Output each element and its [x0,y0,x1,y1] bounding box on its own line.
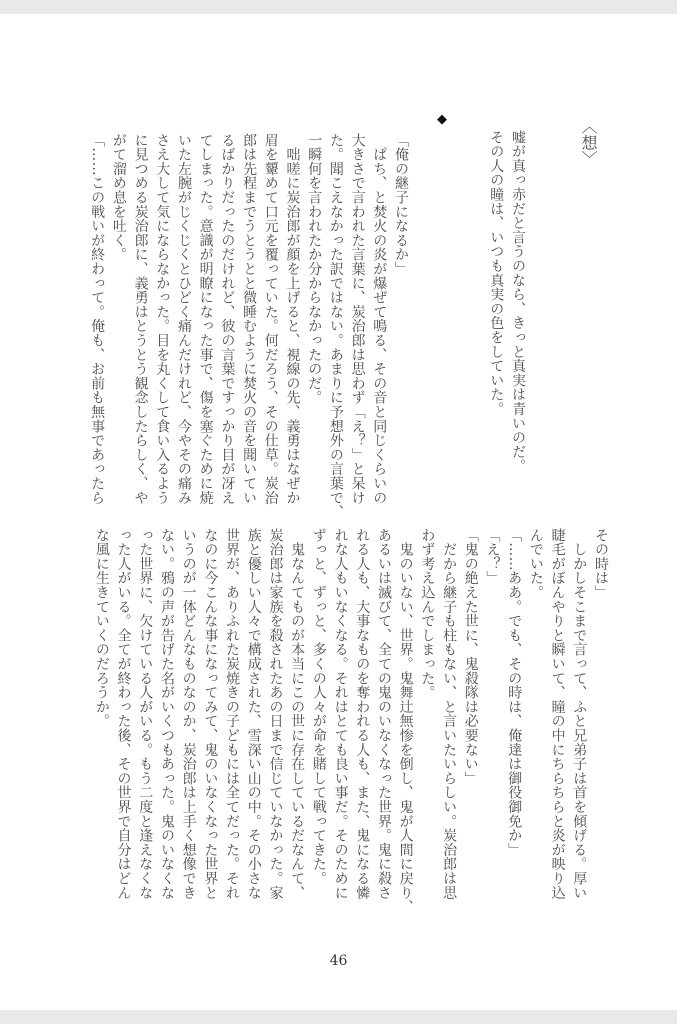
text-line: あるいは滅びて、全ての鬼のいなくなった世界。鬼に殺さ [375,528,392,900]
text-line: な風に生きていくのだろうか。 [93,528,110,729]
bottom-bar [0,1010,677,1024]
text-line: 大きさで言われた言葉に、炭治郎は思わず「え？」と呆け [349,133,366,505]
text-line: 「鬼の絶えた世に、鬼殺隊は必要ない」 [462,528,479,786]
text-line: ない。鴉の声が告げた名がいくつもあった。鬼のいなくな [158,528,175,900]
text-line: 世界が、ありふれた炭焼きの子どもには全てだった。それ [224,528,241,900]
text-line: に見つめる炭治郎に、義勇はとうとう観念したらしく、や [132,133,149,505]
text-line: 鬼なんてものが本当にこの世に存在しているだなんて、 [289,528,306,900]
body-text-top [85,133,411,520]
text-line: がて溜め息を吐く。 [110,133,127,262]
top-bar [0,0,677,14]
text-line: 炭治郎は家族を殺されたあの日まで信じていなかった。家 [267,528,284,900]
text-line: さえ大して気にならなかった。目を丸くして食い入るよう [154,133,171,505]
text-line: しかしそこまで言って、ふと兄弟子は首を傾げる。厚い [571,528,588,900]
text-line: ぱち、と焚火の炎が爆ぜて鳴る、その音と同じくらいの [371,133,388,505]
text-line: るばかりだったのだけれど、彼の言葉ですっかり目が冴え [219,133,236,505]
section-mark-icon: ◆ [437,112,447,127]
chapter-heading: 〈想〉 [579,118,598,167]
text-line: 眉を顰めて口元を覆っていた。何だろう、その仕草。炭治 [262,133,279,505]
text-line: れな人もいなくなる。それはとても良い事だ。そのために [332,528,349,900]
text-line: その時は」 [593,528,609,600]
text-line: てしまった。意識が明瞭になった事で、傷を塞ぐために焼 [197,133,214,505]
text-line: なのに今こんな事になってみて、鬼のいなくなった世界と [202,528,219,900]
text-line: ずっと、ずっと、多くの人々が命を賭して戦ってきた。 [310,528,327,886]
text-line: いた左腕がじくじくとひどく痛んだけれど、今やその痛み [175,133,192,505]
text-line: 郎は先程までうとうとと微睡むように焚火の音を聞いてい [241,133,258,505]
text-line: 一瞬何を言われたか分からなかったのだ。 [306,133,323,405]
text-line: れる人も、大事なものを奪われる人も、また、鬼になる憐 [354,528,371,900]
text-line: 「俺の継子になるか」 [393,133,409,276]
text-line: た。聞こえなかった訳ではない。あまりに予想外の言葉で、 [327,133,344,520]
text-line: んでいた。 [527,528,544,600]
text-line: った人がいる。全てが終わった後、その世界で自分はどん [115,528,132,900]
text-line: だから継子も柱もない、と言いたいらしい。炭治郎は思 [441,528,458,900]
text-line: 鬼のいない、世界。鬼舞辻無惨を倒し、鬼が人間に戻り、 [397,528,414,915]
text-line: った世界に、欠けている人がいる。もう二度と逢えなくな [137,528,154,900]
text-line: いうのが一体どんなものなのか、炭治郎は上手く想像でき [180,528,197,900]
text-line: 睫毛がぼんやりと瞬いて、瞳の中にちらちらと炎が映り込 [549,528,566,900]
text-line: その人の瞳は、いつも真実の色をしていた。 [488,130,505,416]
text-line: 嘘が真っ赤だと言うのなら、きっと真実は青いのだ。 [510,130,526,474]
text-line: わず考え込んでしまった。 [419,528,436,700]
body-text-bottom [90,528,611,928]
text-line: 「……ああ。でも、その時は、俺達は御役御免か」 [506,528,523,857]
text-line: 「……この戦いが終わって。俺も、お前も無事であったら [89,133,106,505]
page-number: 46 [329,953,348,969]
text-line: 咄嗟に炭治郎が顔を上げると、視線の先、義勇はなぜか [284,133,301,505]
text-line: 族と優しい人々で構成された、雪深い山の中。その小さな [245,528,262,900]
epigraph [485,130,528,510]
text-line: 「え？」 [484,528,501,586]
